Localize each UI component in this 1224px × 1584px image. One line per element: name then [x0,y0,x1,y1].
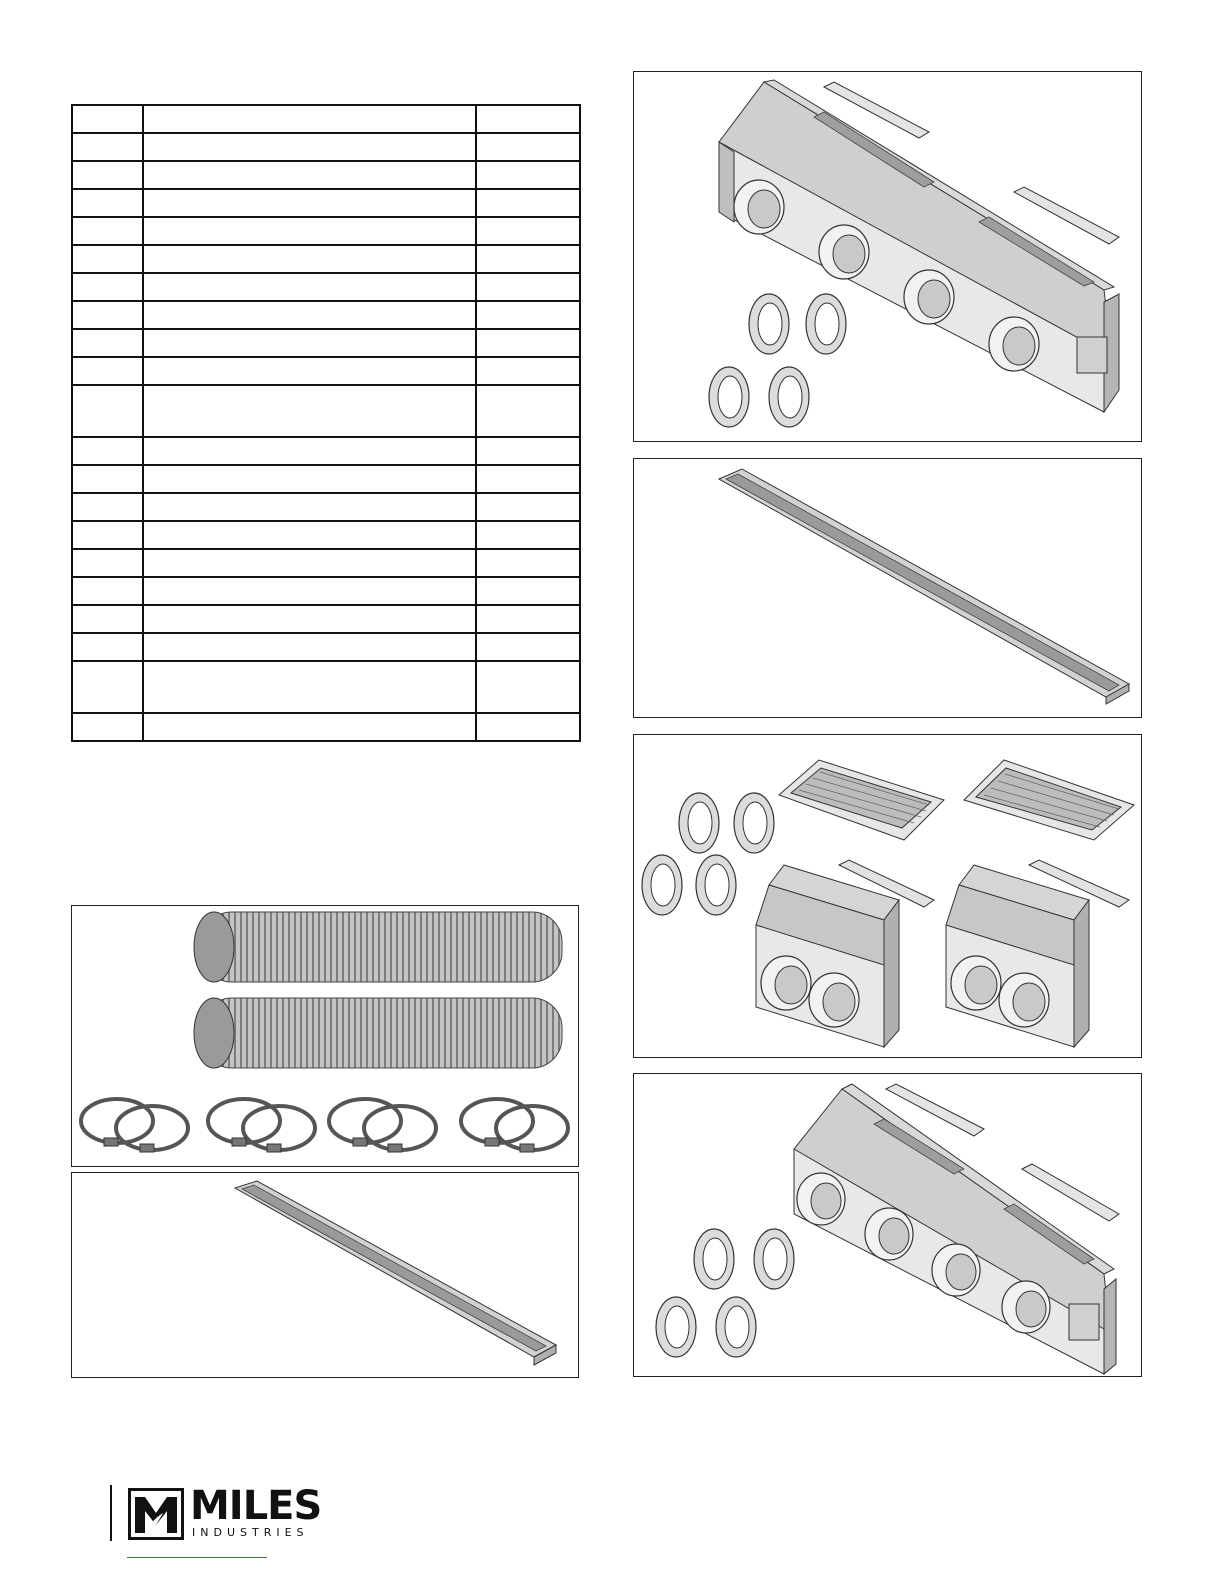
part-number-cell [72,661,143,713]
description-cell [143,161,475,189]
quantity-cell [476,661,580,713]
logo-name: MILES [190,1483,322,1529]
quantity-cell [476,301,580,329]
footer-link-underline[interactable] [127,1557,267,1558]
description-cell [143,713,475,741]
part-number-cell [72,493,143,521]
table-row [72,661,580,713]
part-number-cell [72,161,143,189]
quantity-cell [476,713,580,741]
parts-table [71,104,581,742]
part-number-cell [72,549,143,577]
quantity-cell [476,217,580,245]
table-row [72,713,580,741]
part-number-cell [72,273,143,301]
logo-divider [110,1485,112,1541]
company-logo [110,1485,340,1545]
description-cell [143,189,475,217]
table-row [72,521,580,549]
quantity-cell [476,329,580,357]
description-cell [143,217,475,245]
dual-boxes-illustration [634,735,1143,1059]
description-cell [143,133,475,161]
quantity-cell [476,105,580,133]
description-cell [143,493,475,521]
figure-manifold-box [633,71,1142,442]
part-number-cell [72,437,143,465]
figure-flex-ducts-clamps [71,905,579,1167]
quantity-cell [476,189,580,217]
part-number-cell [72,301,143,329]
quantity-cell [476,465,580,493]
part-number-cell [72,521,143,549]
table-row [72,133,580,161]
description-cell [143,329,475,357]
description-cell [143,633,475,661]
table-row [72,273,580,301]
description-cell [143,549,475,577]
table-row [72,465,580,493]
table-row [72,493,580,521]
description-cell [143,661,475,713]
manifold-box-2-illustration [634,1074,1143,1378]
logo-subtitle: INDUSTRIES [192,1526,309,1539]
description-cell [143,385,475,437]
table-row [72,605,580,633]
figure-plenum-slot-right [633,458,1142,718]
description-cell [143,577,475,605]
manifold-box-illustration [634,72,1143,443]
quantity-cell [476,605,580,633]
flex-duct-illustration [72,906,580,1168]
quantity-cell [476,273,580,301]
part-number-cell [72,189,143,217]
table-row [72,385,580,437]
quantity-cell [476,521,580,549]
table-row [72,329,580,357]
figure-manifold-box-2 [633,1073,1142,1377]
part-number-cell [72,133,143,161]
table-row [72,437,580,465]
part-number-cell [72,385,143,437]
table-row [72,357,580,385]
quantity-cell [476,577,580,605]
plenum-slot-left-illustration [72,1173,580,1379]
logo-mark-icon [128,1488,184,1540]
quantity-cell [476,493,580,521]
description-cell [143,301,475,329]
quantity-cell [476,161,580,189]
part-number-cell [72,605,143,633]
part-number-cell [72,577,143,605]
figure-plenum-slot-left [71,1172,579,1378]
description-cell [143,273,475,301]
table-row [72,549,580,577]
part-number-cell [72,713,143,741]
description-cell [143,245,475,273]
table-row [72,301,580,329]
table-row [72,189,580,217]
description-cell [143,605,475,633]
description-cell [143,437,475,465]
plenum-slot-illustration [634,459,1143,719]
description-cell [143,357,475,385]
table-row [72,633,580,661]
part-number-cell [72,105,143,133]
part-number-cell [72,217,143,245]
quantity-cell [476,357,580,385]
part-number-cell [72,465,143,493]
table-row [72,577,580,605]
figure-dual-boxes-grilles [633,734,1142,1058]
quantity-cell [476,133,580,161]
part-number-cell [72,245,143,273]
quantity-cell [476,633,580,661]
part-number-cell [72,357,143,385]
quantity-cell [476,437,580,465]
quantity-cell [476,549,580,577]
quantity-cell [476,245,580,273]
description-cell [143,105,475,133]
quantity-cell [476,385,580,437]
description-cell [143,521,475,549]
parts-table-body [72,105,580,741]
table-row [72,217,580,245]
table-row [72,105,580,133]
table-row [72,161,580,189]
description-cell [143,465,475,493]
table-row [72,245,580,273]
part-number-cell [72,633,143,661]
part-number-cell [72,329,143,357]
